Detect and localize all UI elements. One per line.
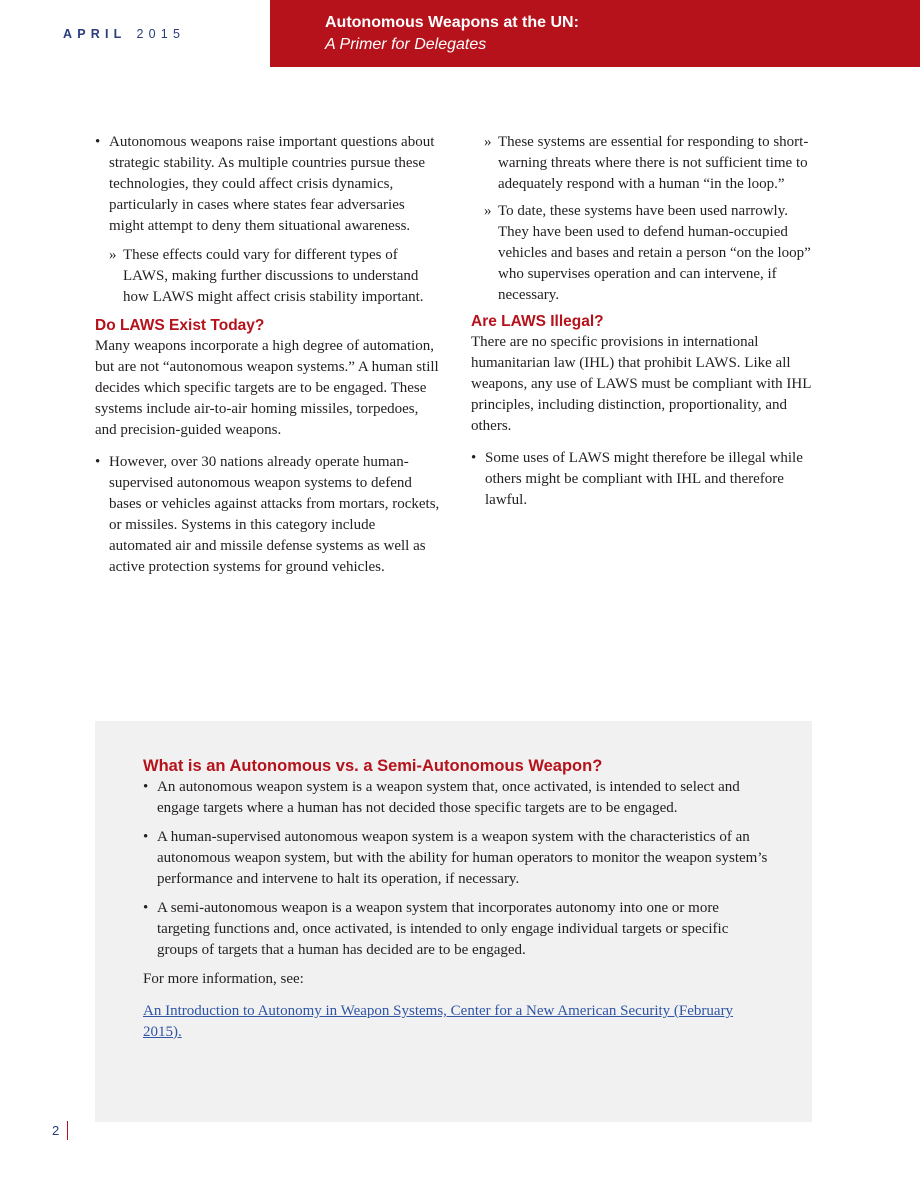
section-heading: Do LAWS Exist Today?	[95, 317, 265, 334]
issue-year: 2015	[136, 27, 186, 41]
sidebar-content	[143, 756, 768, 1043]
list-item: • A semi-autonomous weapon is a weapon system that incorporates autonomy into one or more targeting functions and, once activated, is intended to only engage individual targets or specific groups of targets that a human has decided are to be engaged.	[143, 898, 768, 961]
document-subtitle: A Primer for Delegates	[325, 36, 487, 53]
list-item: • Some uses of LAWS might therefore be illegal while others might be compliant with IHL and therefore lawful.	[471, 448, 816, 511]
body-paragraph: There are no specific provisions in international humanitarian law (IHL) that prohibit LAWS. Like all weapons, any use of LAWS must be compliant with IHL principles, including distinction, proportionality, and others.	[471, 334, 811, 434]
list-item: • An autonomous weapon system is a weapon system that, once activated, is intended to select and engage targets where a human has not decided those specific targets are to be engaged.	[143, 777, 768, 819]
sub-bullet-text: » These effects could vary for different types of LAWS, making further discussions to understand how LAWS might affect crisis stability important.	[109, 245, 440, 308]
section-heading: Are LAWS Illegal?	[471, 313, 604, 330]
page-number: 2	[52, 1123, 60, 1138]
left-column	[95, 132, 440, 586]
definition-sidebar	[95, 721, 812, 1122]
bullet-text: Autonomous weapons raise important questions about strategic stability. As multiple countries pursue these technologies, they could affect crisis dynamics, particularly in cases where states fear adversaries might attempt to deny them situational awareness.	[109, 134, 435, 234]
sub-bullet-list	[471, 132, 816, 306]
right-column	[471, 132, 816, 519]
page-number-divider	[67, 1121, 68, 1140]
title-banner	[270, 0, 920, 67]
bullet-list	[95, 132, 440, 308]
list-item: • A human-supervised autonomous weapon system is a weapon system with the characteristics of an autonomous weapon system, but with the ability for human operators to monitor the weapon system’s performance and intervene to halt its operation, if necessary.	[143, 827, 768, 890]
list-item	[95, 132, 440, 308]
sub-bullet-list	[109, 245, 440, 308]
list-item: • However, over 30 nations already operate human-supervised autonomous weapon systems to defend bases or vehicles against attacks from mortars, rockets, or missiles. Systems in this category include automated air and missile defense systems as well as active protection systems for ground vehicles.	[95, 452, 440, 578]
sub-bullet-text: » To date, these systems have been used narrowly. They have been used to defend human-occupied vehicles and bases and retain a person “on the loop” who supervises operation and can intervene, if necessary.	[484, 201, 816, 306]
sub-bullet-text: » These systems are essential for responding to short-warning threats where there is not sufficient time to adequately respond with a human “in the loop.”	[484, 132, 816, 195]
more-info-label: For more information, see:	[143, 971, 304, 987]
issue-date	[63, 27, 185, 41]
bullet-list	[95, 452, 440, 578]
sidebar-heading: What is an Autonomous vs. a Semi-Autonomous Weapon?	[143, 757, 603, 775]
reference-link[interactable]: An Introduction to Autonomy in Weapon Systems, Center for a New American Security (February 2015).	[143, 1003, 734, 1040]
issue-month: APRIL	[63, 27, 127, 41]
body-paragraph: Many weapons incorporate a high degree of automation, but are not “autonomous weapon systems.” A human still decides which specific targets are to be engaged. These systems include air-to-air homing missiles, torpedoes, and precision-guided weapons.	[95, 338, 439, 438]
document-title: Autonomous Weapons at the UN:	[325, 14, 579, 31]
definition-list	[143, 777, 768, 961]
bullet-list	[471, 448, 816, 511]
